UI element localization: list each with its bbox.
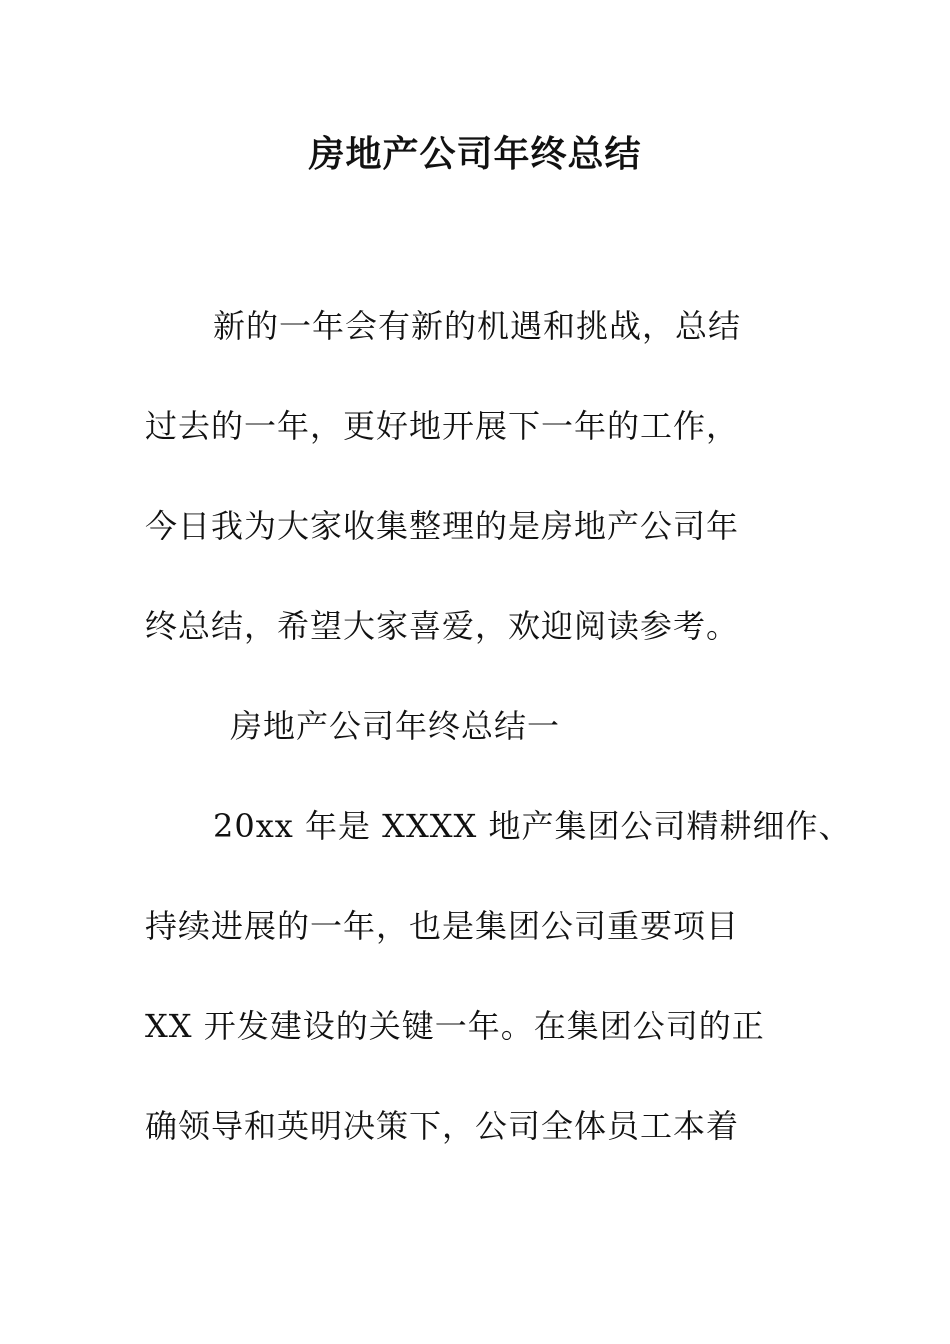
paragraph-line: 过去的一年，更好地开展下一年的工作， [145, 407, 740, 445]
paragraph-line: 今日我为大家收集整理的是房地产公司年 [145, 507, 740, 545]
paragraph-line: 持续进展的一年，也是集团公司重要项目 [145, 907, 740, 945]
document-title: 房地产公司年终总结 [308, 133, 642, 175]
paragraph-line: 20xx 年是 XXXX 地产集团公司精耕细作、 [213, 807, 852, 845]
paragraph-line: XX 开发建设的关键一年。在集团公司的正 [145, 1007, 765, 1045]
paragraph-line: 确领导和英明决策下，公司全体员工本着 [145, 1107, 740, 1145]
section-heading: 房地产公司年终总结一 [230, 707, 561, 745]
paragraph-line: 终总结，希望大家喜爱，欢迎阅读参考。 [145, 607, 740, 645]
paragraph-line: 新的一年会有新的机遇和挑战，总结 [213, 307, 742, 345]
